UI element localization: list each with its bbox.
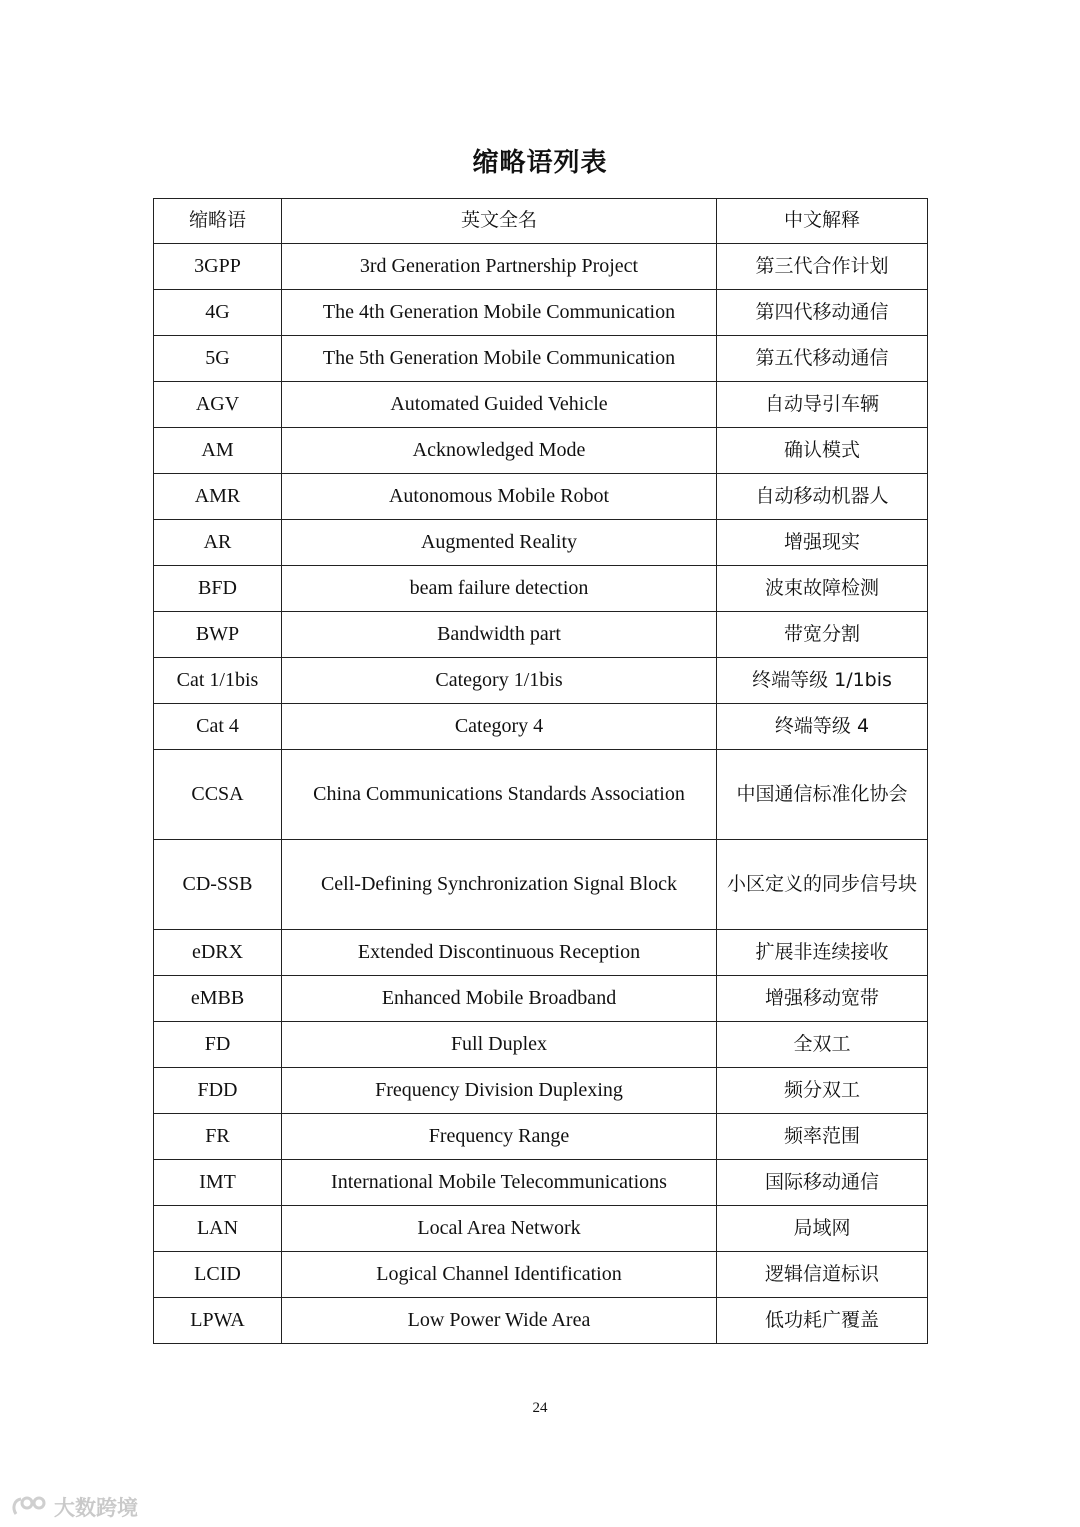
abbreviation-cell: AM (154, 428, 282, 474)
abbreviation-cell: FD (154, 1022, 282, 1068)
english-name-cell: Autonomous Mobile Robot (282, 474, 717, 520)
abbreviation-cell: CD-SSB (154, 840, 282, 930)
abbreviation-cell: LPWA (154, 1298, 282, 1344)
english-name-cell: beam failure detection (282, 566, 717, 612)
english-name-cell: Bandwidth part (282, 612, 717, 658)
abbreviation-cell: 4G (154, 290, 282, 336)
page-number: 24 (532, 1400, 548, 1416)
abbreviation-cell: LAN (154, 1206, 282, 1252)
chinese-explanation-cell: 自动导引车辆 (717, 382, 928, 428)
table-row (154, 704, 928, 750)
header-english-name: 英文全名 (282, 199, 717, 244)
english-name-cell: Low Power Wide Area (282, 1298, 717, 1344)
table-row (154, 1206, 928, 1252)
table-row (154, 1298, 928, 1344)
chinese-explanation-cell: 中国通信标准化协会 (717, 750, 928, 840)
chinese-explanation-cell: 增强移动宽带 (717, 976, 928, 1022)
table-row (154, 976, 928, 1022)
chinese-explanation-cell: 自动移动机器人 (717, 474, 928, 520)
abbreviation-cell: AGV (154, 382, 282, 428)
abbreviation-cell: eMBB (154, 976, 282, 1022)
chinese-explanation-cell: 全双工 (717, 1022, 928, 1068)
table-row (154, 1068, 928, 1114)
english-name-cell: The 5th Generation Mobile Communication (282, 336, 717, 382)
english-name-cell: Automated Guided Vehicle (282, 382, 717, 428)
table-row (154, 658, 928, 704)
chinese-explanation-cell: 波束故障检测 (717, 566, 928, 612)
abbreviation-cell: 5G (154, 336, 282, 382)
chinese-explanation-cell: 第五代移动通信 (717, 336, 928, 382)
english-name-cell: Frequency Division Duplexing (282, 1068, 717, 1114)
english-name-cell: Local Area Network (282, 1206, 717, 1252)
page-title: 缩略语列表 (472, 148, 608, 178)
english-name-cell: Category 4 (282, 704, 717, 750)
table-header-row (154, 199, 928, 244)
abbreviation-cell: AMR (154, 474, 282, 520)
chinese-explanation-cell: 频率范围 (717, 1114, 928, 1160)
table-row (154, 612, 928, 658)
english-name-cell: The 4th Generation Mobile Communication (282, 290, 717, 336)
chinese-explanation-cell: 终端等级 1/1bis (717, 658, 928, 704)
abbreviation-cell: FR (154, 1114, 282, 1160)
table-row (154, 336, 928, 382)
chinese-explanation-cell: 第四代移动通信 (717, 290, 928, 336)
chinese-explanation-cell: 第三代合作计划 (717, 244, 928, 290)
table-row (154, 840, 928, 930)
english-name-cell: Frequency Range (282, 1114, 717, 1160)
table-row (154, 1114, 928, 1160)
english-name-cell: Cell-Defining Synchronization Signal Block (282, 840, 717, 930)
chinese-explanation-cell: 小区定义的同步信号块 (717, 840, 928, 930)
english-name-cell: 3rd Generation Partnership Project (282, 244, 717, 290)
abbreviation-cell: LCID (154, 1252, 282, 1298)
table-row (154, 1022, 928, 1068)
abbreviation-table (153, 198, 928, 1344)
abbreviation-cell: CCSA (154, 750, 282, 840)
watermark-text: 大数跨境 (54, 1496, 138, 1520)
table-row (154, 1160, 928, 1206)
english-name-cell: Full Duplex (282, 1022, 717, 1068)
table-row (154, 750, 928, 840)
english-name-cell: Category 1/1bis (282, 658, 717, 704)
chinese-explanation-cell: 局域网 (717, 1206, 928, 1252)
chinese-explanation-cell: 增强现实 (717, 520, 928, 566)
abbreviation-cell: eDRX (154, 930, 282, 976)
abbreviation-cell: AR (154, 520, 282, 566)
english-name-cell: International Mobile Telecommunications (282, 1160, 717, 1206)
table-row (154, 1252, 928, 1298)
watermark (10, 1492, 138, 1522)
chinese-explanation-cell: 低功耗广覆盖 (717, 1298, 928, 1344)
header-abbreviation: 缩略语 (154, 199, 282, 244)
abbreviation-cell: BWP (154, 612, 282, 658)
table-row (154, 520, 928, 566)
abbreviation-cell: 3GPP (154, 244, 282, 290)
table-row (154, 290, 928, 336)
table-row (154, 930, 928, 976)
english-name-cell: Enhanced Mobile Broadband (282, 976, 717, 1022)
table-row (154, 244, 928, 290)
abbreviation-cell: BFD (154, 566, 282, 612)
english-name-cell: China Communications Standards Association (282, 750, 717, 840)
table-row (154, 428, 928, 474)
english-name-cell: Logical Channel Identification (282, 1252, 717, 1298)
english-name-cell: Augmented Reality (282, 520, 717, 566)
table-row (154, 566, 928, 612)
chinese-explanation-cell: 逻辑信道标识 (717, 1252, 928, 1298)
chinese-explanation-cell: 带宽分割 (717, 612, 928, 658)
logo-icon (10, 1494, 50, 1520)
table-row (154, 382, 928, 428)
chinese-explanation-cell: 频分双工 (717, 1068, 928, 1114)
chinese-explanation-cell: 国际移动通信 (717, 1160, 928, 1206)
english-name-cell: Acknowledged Mode (282, 428, 717, 474)
chinese-explanation-cell: 扩展非连续接收 (717, 930, 928, 976)
abbreviation-cell: Cat 1/1bis (154, 658, 282, 704)
english-name-cell: Extended Discontinuous Reception (282, 930, 717, 976)
chinese-explanation-cell: 终端等级 4 (717, 704, 928, 750)
abbreviation-cell: FDD (154, 1068, 282, 1114)
chinese-explanation-cell: 确认模式 (717, 428, 928, 474)
abbreviation-cell: Cat 4 (154, 704, 282, 750)
abbreviation-cell: IMT (154, 1160, 282, 1206)
header-chinese-explanation: 中文解释 (717, 199, 928, 244)
table-row (154, 474, 928, 520)
